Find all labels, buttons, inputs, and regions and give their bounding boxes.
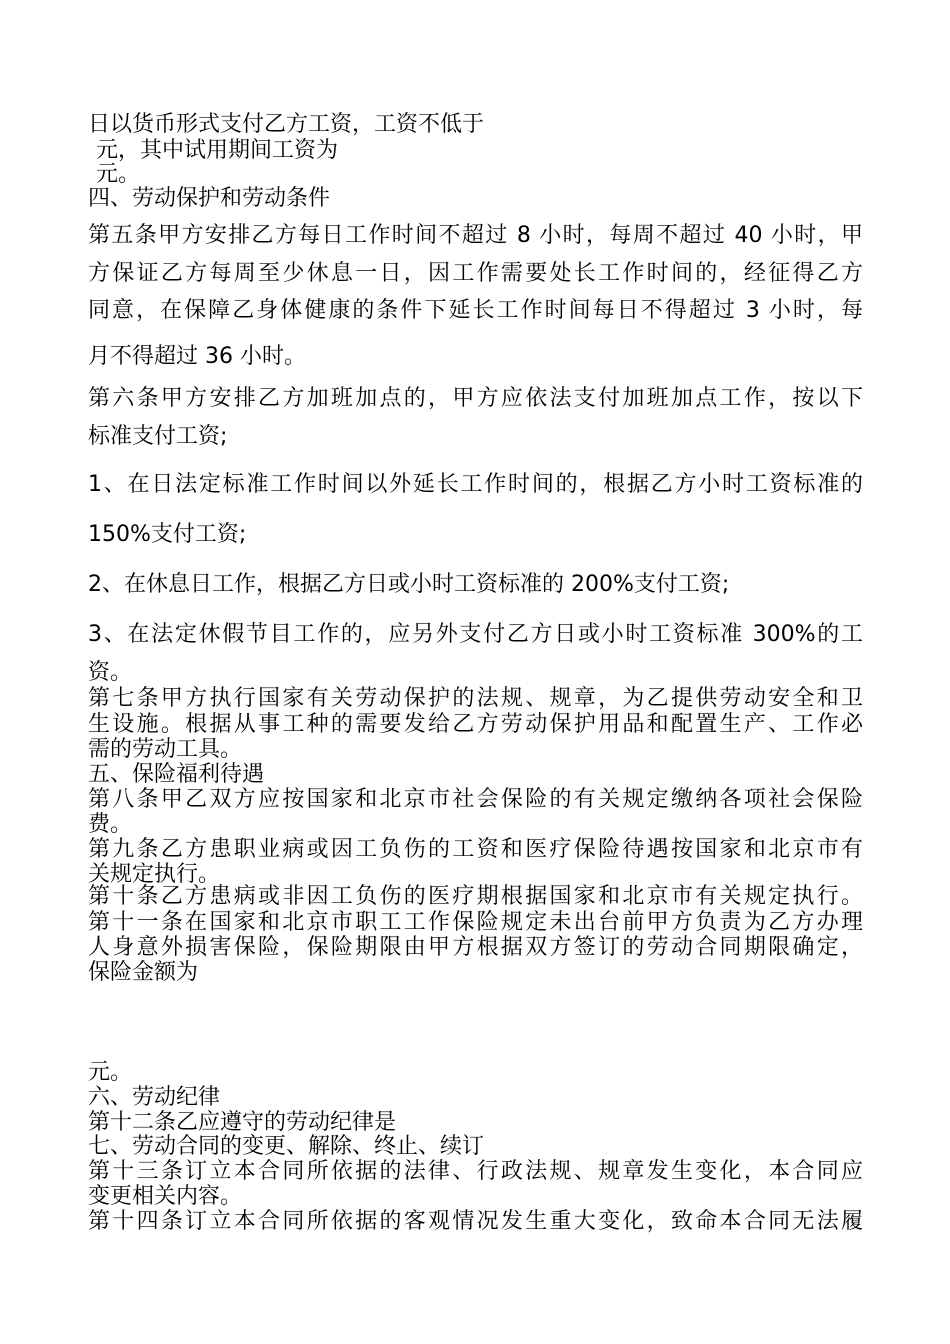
text-line: 人身意外损害保险，保险期限由甲方根据双方签订的劳动合同期限确定， (88, 935, 863, 960)
text-line: 150%支付工资; (88, 522, 247, 547)
text-line: 月不得超过 36 小时。 (88, 344, 306, 369)
text-line: 1、在日法定标准工作时间以外延长工作时间的，根据乙方小时工资标准的 (88, 472, 863, 497)
section-heading: 五、保险福利待遇 (88, 762, 265, 787)
text-line: 第九条乙方患职业病或因工负伤的工资和医疗保险待遇按国家和北京市有 (88, 837, 863, 862)
text-line: 3、在法定休假节目工作的，应另外支付乙方日或小时工资标准 300%的工 (88, 622, 863, 647)
text-line: 生设施。根据从事工种的需要发给乙方劳动保护用品和配置生产、工作必 (88, 712, 863, 737)
text-line: 关规定执行。 (88, 862, 221, 887)
text-line: 元。 (88, 1060, 133, 1085)
text-line: 标准支付工资; (88, 424, 228, 449)
text-line: 元，其中试用期间工资为 (96, 138, 339, 163)
text-line: 费。 (88, 812, 133, 837)
text-line: 第十二条乙应遵守的劳动纪律是 (88, 1110, 397, 1135)
text-line: 第七条甲方执行国家有关劳动保护的法规、规章，为乙提供劳动安全和卫 (88, 686, 863, 711)
text-line: 方保证乙方每周至少休息一日，因工作需要处长工作时间的，经征得乙方 (88, 261, 863, 286)
text-line: 第十四条订立本合同所依据的客观情况发生重大变化，致命本合同无法履 (88, 1209, 863, 1234)
section-heading: 四、劳动保护和劳动条件 (88, 186, 331, 211)
text-line: 第十三条订立本合同所依据的法律、行政法规、规章发生变化，本合同应 (88, 1159, 863, 1184)
section-heading: 六、劳动纪律 (88, 1085, 221, 1110)
text-line: 第十条乙方患病或非因工负伤的医疗期根据国家和北京市有关规定执行。 (88, 884, 863, 909)
text-line: 同意，在保障乙身体健康的条件下延长工作时间每日不得超过 3 小时，每 (88, 298, 863, 323)
text-line: 日以货币形式支付乙方工资，工资不低于 (88, 112, 485, 137)
text-line: 变更相关内容。 (88, 1184, 243, 1209)
section-heading: 七、劳动合同的变更、解除、终止、续订 (88, 1134, 485, 1159)
text-line: 第八条甲乙双方应按国家和北京市社会保险的有关规定缴纳各项社会保险 (88, 787, 863, 812)
text-line: 保险金额为 (88, 960, 199, 985)
text-line: 2、在休息日工作，根据乙方日或小时工资标准的 200%支付工资; (88, 572, 730, 597)
text-line: 第六条甲方安排乙方加班加点的，甲方应依法支付加班加点工作，按以下 (88, 386, 863, 411)
text-line: 第十一条在国家和北京市职工工作保险规定未出台前甲方负责为乙方办理 (88, 910, 863, 935)
text-line: 元。 (96, 162, 141, 187)
text-line: 需的劳动工具。 (88, 737, 243, 762)
text-line: 第五条甲方安排乙方每日工作时间不超过 8 小时，每周不超过 40 小时，甲 (88, 223, 863, 248)
text-line: 资。 (88, 660, 133, 685)
